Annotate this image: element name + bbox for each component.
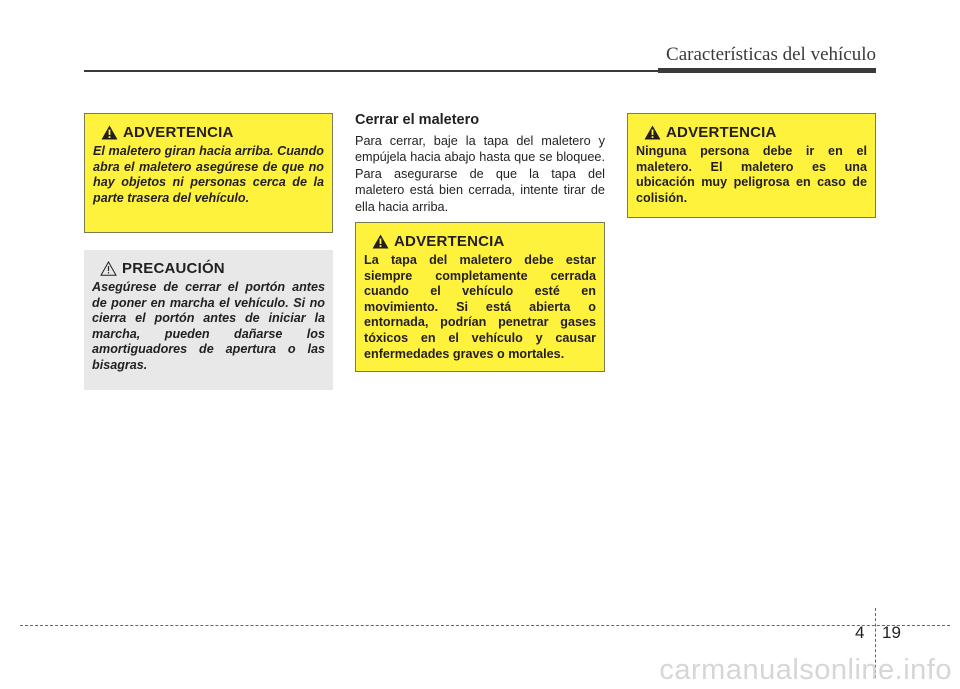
warning-box-left [84, 113, 333, 233]
caution-text: Asegúrese de cerrar el portón antes de poner en marcha el vehículo. Si no cierra el portón antes de iniciar la marcha, pueden dañarse los amortiguadores de apertura o las bisagras. [92, 280, 325, 372]
warning-triangle-filled-icon [372, 234, 389, 249]
warning-text: La tapa del maletero debe estar siempre completamente cerrada cuando el vehículo esté en movimiento. Si está abierta o entornada, podrían penetrar gases tóxicos en el vehículo y causar enfermedades graves o mortales. [364, 253, 596, 361]
warning-box-middle [355, 222, 605, 372]
header-rule-accent [658, 68, 876, 73]
warning-triangle-outline-icon [100, 261, 117, 276]
section-title: Cerrar el maletero [355, 112, 480, 128]
warning-header [372, 233, 596, 250]
warning-title: ADVERTENCIA [666, 124, 777, 141]
footer-rule [20, 625, 950, 626]
caution-title: PRECAUCIÓN [122, 260, 225, 277]
warning-triangle-filled-icon [644, 125, 661, 140]
warning-title: ADVERTENCIA [394, 233, 505, 250]
warning-header [101, 124, 324, 141]
section-body: Para cerrar, baje la tapa del maletero y empújela hacia abajo hasta que se bloquee. Para asegurarse de que la tapa del maletero está bien cerrada, intente tirar de ella hacia arriba. [355, 134, 605, 214]
page-number: 19 [882, 623, 901, 642]
header-title: Características del vehículo [666, 44, 876, 65]
warning-triangle-filled-icon [101, 125, 118, 140]
warning-text: Ninguna persona debe ir en el maletero. El maletero es una ubicación muy peligrosa en caso de colisión. [636, 144, 867, 205]
watermark: carmanualsonline.info [659, 654, 952, 686]
warning-header [644, 124, 867, 141]
warning-box-right [627, 113, 876, 218]
chapter-number: 4 [855, 623, 865, 642]
caution-box-left [84, 250, 333, 390]
warning-text: El maletero giran hacia arriba. Cuando abra el maletero asegúrese de que no hay objetos ni personas cerca de la parte trasera del vehículo. [93, 144, 324, 205]
warning-title: ADVERTENCIA [123, 124, 234, 141]
caution-header [100, 260, 325, 277]
